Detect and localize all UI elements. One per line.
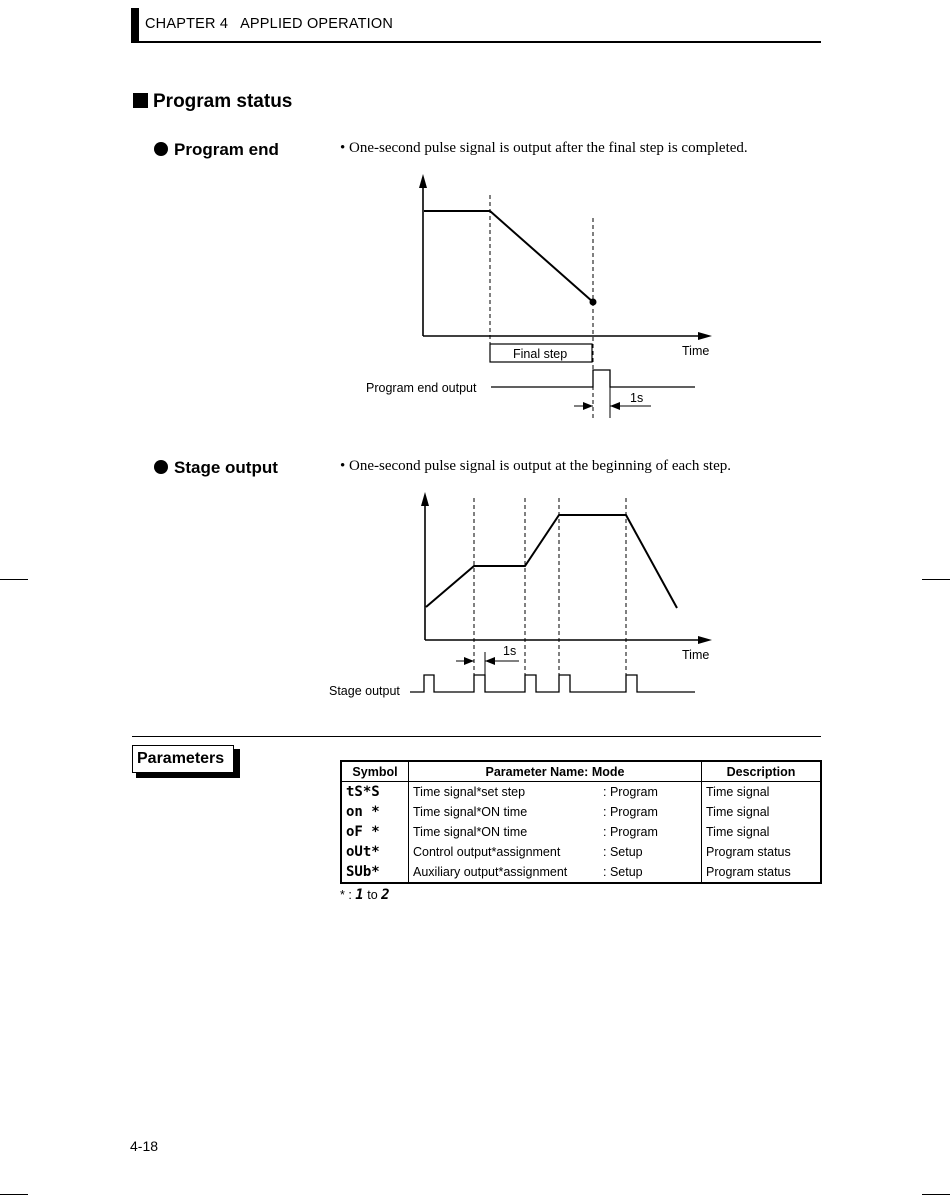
y-axis-arrow-icon	[421, 492, 429, 506]
parameter-symbol: oF *	[341, 822, 409, 842]
table-row	[341, 862, 821, 883]
parameter-symbol: on *	[341, 802, 409, 822]
section-divider	[132, 736, 821, 737]
program-end-description: • One-second pulse signal is output after the final step is completed.	[340, 140, 748, 156]
parameter-name: Time signal*ON time	[413, 805, 528, 819]
table-row	[341, 802, 821, 822]
parameters-table	[340, 760, 822, 884]
crop-mark	[922, 1194, 950, 1195]
pulse-duration-label-1: 1s	[630, 391, 644, 405]
time-label-1: Time	[682, 344, 710, 358]
crop-mark	[0, 579, 28, 580]
pulse-duration-label-2: 1s	[503, 644, 517, 658]
parameter-name: Auxiliary output*assignment	[413, 865, 568, 879]
parameter-description: Time signal	[706, 825, 770, 839]
arrow-right-icon	[464, 657, 474, 665]
section-title: Program status	[133, 91, 292, 113]
program-end-output-label: Program end output	[366, 381, 477, 395]
crop-mark	[922, 579, 950, 580]
arrow-left-icon	[485, 657, 495, 665]
program-curve	[426, 515, 677, 608]
parameters-heading: Parameters	[132, 745, 234, 773]
parameter-mode: : Program	[599, 822, 702, 842]
parameter-symbol: SUb*	[341, 862, 409, 883]
stage-output-label: Stage output	[329, 684, 400, 698]
parameter-mode: : Program	[599, 782, 702, 803]
parameter-description: Time signal	[706, 805, 770, 819]
crop-mark	[0, 1194, 28, 1195]
parameter-mode: : Setup	[599, 862, 702, 883]
parameter-symbol: tS*S	[341, 782, 409, 803]
parameter-symbol: oUt*	[341, 842, 409, 862]
table-row	[341, 782, 821, 803]
column-header-symbol: Symbol	[341, 761, 409, 782]
final-step-label: Final step	[513, 347, 568, 361]
table-row	[341, 822, 821, 842]
program-end-title: Program end	[154, 140, 279, 160]
stage-output-pulses	[410, 675, 695, 692]
parameter-description: Program status	[706, 845, 791, 859]
stage-output-title: Stage output	[154, 458, 278, 478]
table-row	[341, 842, 821, 862]
page-number: 4-18	[130, 1138, 159, 1154]
table-header-row	[341, 761, 821, 782]
column-header-parameter: Parameter Name: Mode	[409, 761, 702, 782]
column-header-description: Description	[702, 761, 822, 782]
chapter-header: CHAPTER 4 APPLIED OPERATION	[145, 16, 394, 32]
x-axis-arrow-icon	[698, 636, 712, 644]
parameter-mode: : Program	[599, 802, 702, 822]
parameter-description: Time signal	[706, 785, 770, 799]
parameter-name: Time signal*set step	[413, 785, 526, 799]
parameter-footnote: * : 1 to 2	[340, 887, 390, 903]
parameter-name: Time signal*ON time	[413, 825, 528, 839]
parameter-name: Control output*assignment	[413, 845, 561, 859]
time-label-2: Time	[682, 648, 710, 662]
parameter-description: Program status	[706, 865, 791, 879]
stage-output-description: • One-second pulse signal is output at the beginning of each step.	[340, 458, 731, 474]
parameter-mode: : Setup	[599, 842, 702, 862]
